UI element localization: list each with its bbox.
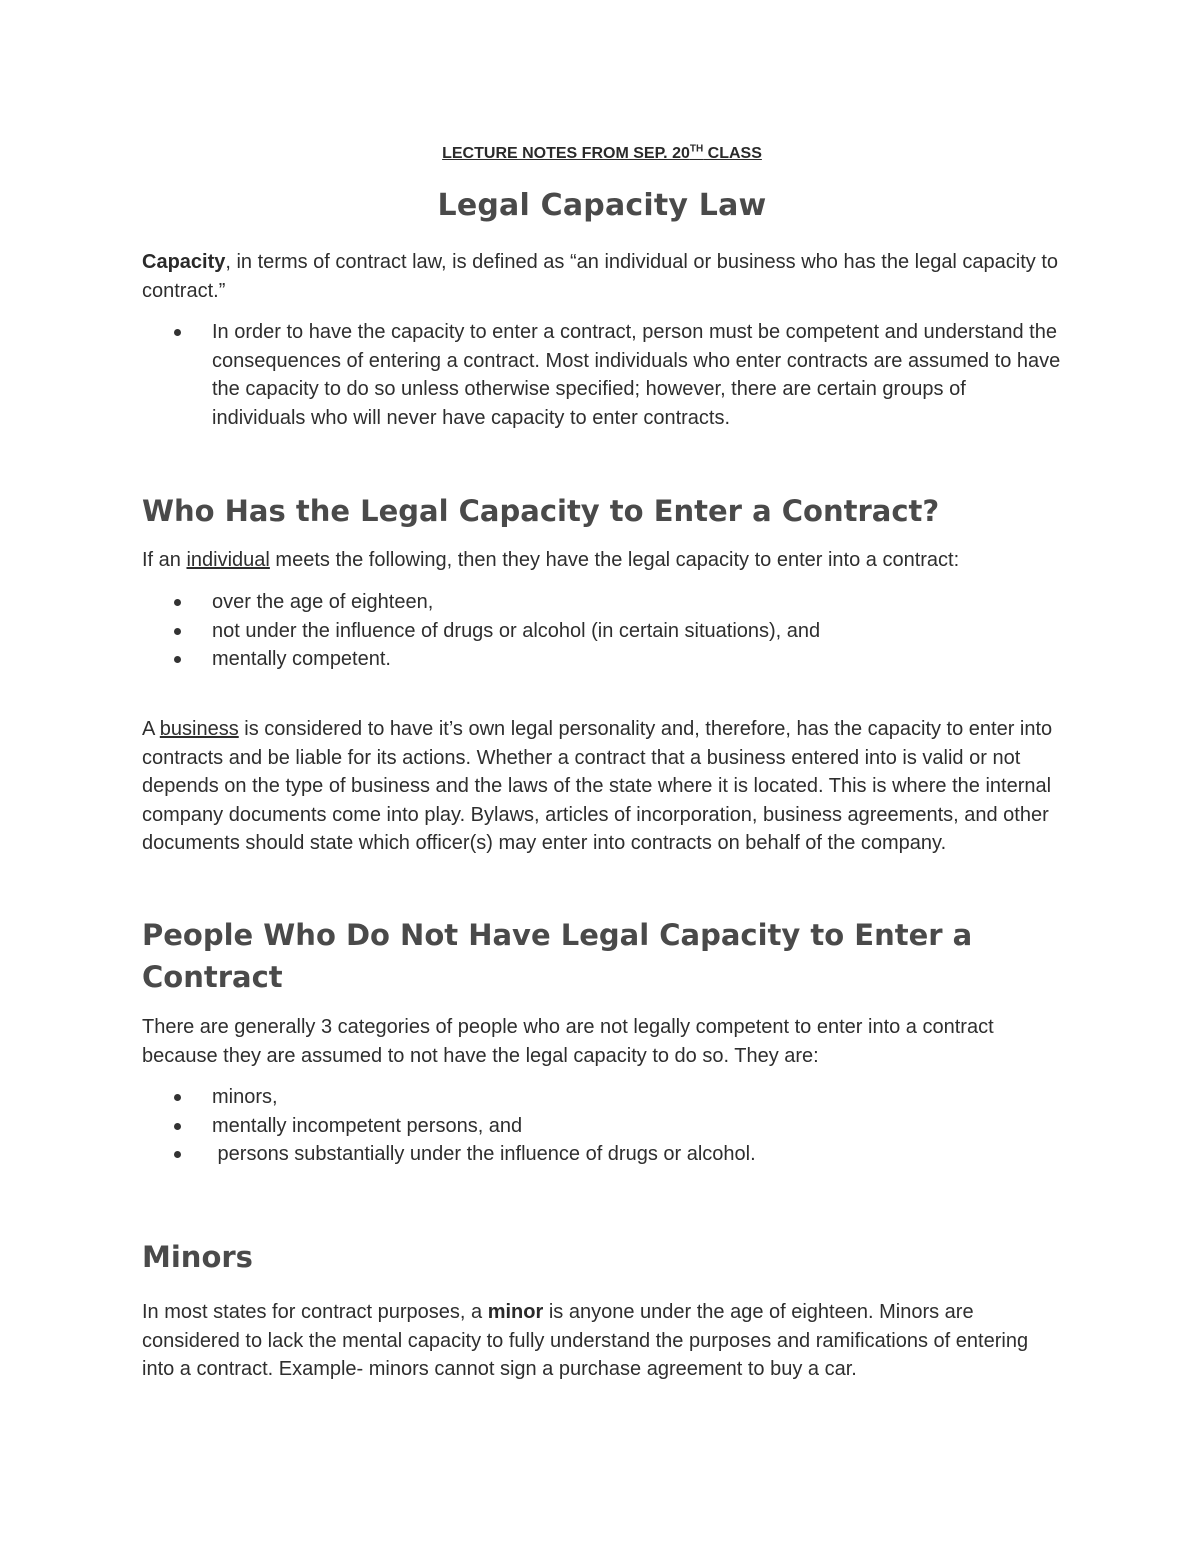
section1-bullet-list [142,588,1062,674]
bullet-icon [174,329,181,336]
bullet-icon [174,628,181,635]
section1-lead: If an individual meets the following, then they have the legal capacity to enter into a contract: [142,549,960,571]
header-prefix: LECTURE NOTES FROM SEP. 20 [442,145,690,162]
list-item: mentally incompetent persons, and [142,1112,1062,1141]
list-item: over the age of eighteen, [142,588,1062,617]
header-suffix: CLASS [703,145,762,162]
bullet-icon [174,1151,181,1158]
bullet-icon [174,656,181,663]
intro-paragraph [142,248,1062,305]
bullet-icon [174,599,181,606]
bullet-icon [174,1094,181,1101]
intro-bullet-list [142,318,1062,432]
minor-bold-term: minor [487,1301,544,1323]
section1-heading: Who Has the Legal Capacity to Enter a Contract? [142,494,940,528]
list-item: not under the influence of drugs or alcohol (in certain situations), and [142,617,1062,646]
intro-text: , in terms of contract law, is defined as “an individual or business who has the legal capacity to contract.” [142,251,1059,302]
individual-link[interactable]: individual [186,549,270,571]
document-title: Legal Capacity Law [437,188,767,223]
business-paragraph: A business is considered to have it’s own legal personality and, therefore, has the capacity to enter into contracts and be liable for its actions. Whether a contract that a business entered into is valid or not depends on the type of business and the laws of the state where it is located. This is where the internal company documents come into play. Bylaws, articles of incorporation, business agreements, and other documents should state which officer(s) may enter into contracts on behalf of the company. [142,718,1053,854]
list-item: In order to have the capacity to enter a contract, person must be competent and understand the consequences of entering a contract. Most individuals who enter contracts are assumed to have the capacity to do so unless otherwise specified; however, there are certain groups of individuals who will never have capacity to enter contracts. [142,318,1062,432]
header-superscript: TH [689,143,704,155]
minors-paragraph: In most states for contract purposes, a minor is anyone under the age of eighteen. Minors are considered to lack the mental capacity to fully understand the purposes and ramifications of entering into a contract. Example- minors cannot sign a purchase agreement to buy a car. [142,1301,1029,1380]
intro-bold-term: Capacity [142,251,226,273]
bullet-icon [174,1123,181,1130]
list-item: minors, [142,1083,1062,1112]
list-item: persons substantially under the influence of drugs or alcohol. [142,1140,1062,1169]
section2-lead: There are generally 3 categories of people who are not legally competent to enter into a contract because they are assumed to not have the legal capacity to do so. They are: [142,1016,994,1067]
section3-heading: Minors [142,1240,253,1274]
list-item: mentally competent. [142,645,1062,674]
lecture-header [142,145,1062,163]
business-link[interactable]: business [159,718,239,740]
section2-bullet-list [142,1083,1062,1169]
section2-heading: People Who Do Not Have Legal Capacity to Enter a Contract [142,918,973,994]
